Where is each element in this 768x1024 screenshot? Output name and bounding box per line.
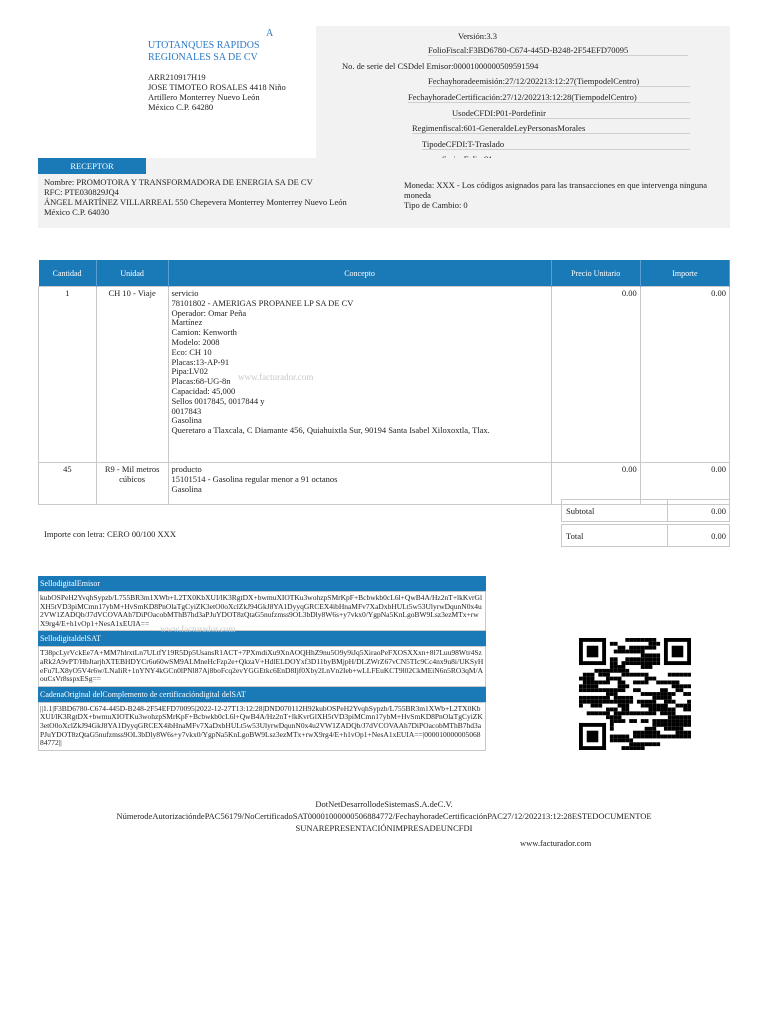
concepto-line: Capacidad: 45,000	[171, 385, 236, 396]
cell-concepto	[168, 463, 551, 505]
currency: Moneda: XXX - Los códigos asignados para las transacciones en que intervenga ninguna moneda	[404, 180, 708, 200]
concepto-line: Gasolina	[171, 415, 202, 426]
seal-emisor-title: SellodigitalEmisor	[38, 576, 486, 591]
cell-cantidad: 45	[39, 463, 97, 505]
concepto-line: servicio	[171, 288, 199, 298]
col-header-importe: Importe	[640, 260, 729, 287]
concepto-line: Operador: Omar Peña	[171, 307, 247, 318]
table-row	[39, 287, 730, 463]
total-row	[562, 525, 730, 547]
total-label: Total	[562, 525, 668, 547]
cadena-original-text: ||1.1|F3BD6780-C674-445D-B248-2F54EFD70095|2022-12-27T13:12:28|DND070112H92kubOSPeH2YvqhSypzb/L755BR3m1XWb+L2TX0KbXUI/lK3RgtDX+bwmuXIOTKu3wohzpSMrKpF+Bcbwkb0cL6l+QwB4A/Hz2nT+lkKvrGlXH5tVD3piMCmn17ybM+HvSmKD8PnOlaTgCyiZK3etO0oXclZkJ94GkJ8YA1DyyqGRCEX4ibHnaMFv7XaDxbHULt5w53UlyrwDqunN0x4u2VW1ZADQb/J7dVCOVAAh7DiPOacobMThB7hd3aPJuYDOT8zQtaG5nufzmss9OL3bDly8W6s+y7vkx0/YgpNa5KnLgoBW9Lsz3ezMTx+rwX9rg4/E+h1vOp1+NesA1xEUIA==|00001000000506884772||	[38, 702, 486, 751]
receptor-tab: RECEPTOR	[38, 158, 146, 174]
cell-precio: 0.00	[551, 287, 640, 463]
total-value: 0.00	[667, 525, 729, 547]
seal-sat-text: T38pcLyrVckEe7A+MM7hlrxtLn7ULtfY19R5Dp5UsansR1ACT+7PXmdiXu9XnAOQHhZ9nu5O9y9iJq5XiraoPeFXOSXXxn+8l7Luu98Wtr4SzaRk2A9vPT/HbJtarjhXTEBHDYCr6u60wSM9ALMneHcFzp2e+QkzaV+HdlELDOYxf3D11byBMjpH/DLZWrZ67vCN5TIc9Cc4nx9u8i/UKSyHeFu7LX8yO5V4r6w/LNaIiR+1nYNY4kGCn0lPNl87Aj8boFcq2evYGGEtkc6EnD8Ijf0Xby2LnVn2Ieb+wLLFEuKCT9l02CkMEiN6n5RO3qM/AouCsVr8sspxESg==	[38, 646, 486, 686]
cfdi-type: TipodeCFDI:T-Traslado	[422, 139, 690, 150]
cfdi-use: UsodeCFDI:P01-Pordefinir	[452, 108, 690, 119]
concepto-line: Martínez	[171, 317, 203, 328]
receptor-name: Nombre: PROMOTORA Y TRANSFORMADORA DE ENERGIA SA DE CV	[44, 177, 313, 187]
issuer-name-initial: A	[266, 28, 274, 39]
concepto-line: Pipa:LV02	[171, 366, 209, 377]
watermark: www.facturador.com	[160, 624, 236, 634]
issuer-name-line1: UTOTANQUES RAPIDOS	[148, 40, 260, 51]
amount-in-words: Importe con letra: CERO 00/100 XXX	[44, 529, 176, 539]
issuer-address-2: Artillero Monterrey Nuevo León	[148, 92, 260, 102]
cell-precio: 0.00	[551, 463, 640, 505]
currency-info	[404, 180, 724, 210]
col-header-cantidad: Cantidad	[39, 260, 97, 287]
concepto-line: 15101514 - Gasolina regular menor a 91 octanos	[171, 473, 338, 484]
concepto-line: 78101802 - AMERIGAS PROPANEE LP SA DE CV	[171, 297, 354, 308]
seal-emisor-text: kubOSPeH2YvqhSypzb/L755BR3m1XWb+L2TX0KbXUI/lK3RgtDX+bwmuXIOTKu3wohzpSMrKpF+Bcbwkb0cL6l+QwB4A/Hz2nT+lkKvrGlXH5tVD3piMCmn17ybM+HvSmKD8PnOlaTgCyiZK3etO0oXclZkJ94GkJ8YA1DyyqGRCEX4ibHnaMFv7XaDxbHULt5w53UlyrwDqunN0x4u2VW1ZADQb/J7dVCOVAAh7DiPOacobMThB7hd3aPJuYDOT8zQtaG5nufzmss9OL3bDly8W6s+y7vkx0/YgpNa5KnLgoBW9Lsz3ezMTx+rwX9rg4/E+h1vOp1+NesA1xEUIA==	[38, 591, 486, 631]
table-header-row	[39, 260, 730, 287]
col-header-unidad: Unidad	[96, 260, 168, 287]
items-table	[38, 260, 730, 505]
receptor-rfc: RFC: PTE030829JQ4	[44, 187, 119, 197]
footer-line-2: NúmerodeAutorizacióndePAC56179/NoCertificadoSAT00001000000506884772/FechayhoradeCertificaciónPAC27/12/202213:12:28ESTEDOCUMENTOE	[116, 811, 652, 821]
col-header-precio: Precio Unitario	[551, 260, 640, 287]
footer-line-3: SUNAREPRESENTACIÓNIMPRESADEUNCFDI	[295, 823, 473, 833]
issuer-address-1: JOSE TIMOTEO ROSALES 4418 Niño	[148, 82, 286, 92]
cfdi-version: Versión:3.3	[458, 31, 497, 41]
concepto-line: Sellos 0017845, 0017844 y	[171, 395, 265, 406]
concepto-line: Queretaro a Tlaxcala, C Diamante 456, Quiahuixtla Sur, 90194 Santa Isabel Xiloxoxtla, Tlax.	[171, 425, 490, 436]
issuer-info	[148, 72, 286, 112]
certification-date: FechayhoradeCertificación:27/12/202213:12:28(TiempodelCentro)	[408, 92, 690, 103]
concepto-line: Eco: CH 10	[171, 346, 212, 357]
cell-unidad: R9 - Mil metros cúbicos	[96, 463, 168, 505]
cell-importe: 0.00	[640, 287, 729, 463]
watermark: www.facturador.com	[238, 372, 314, 382]
issue-date: Fechayhoradeemisión:27/12/202213:12:27(TiempodelCentro)	[428, 76, 690, 87]
cadena-original-title: CadenaOriginal delComplemento de certificacióndigital delSAT	[38, 687, 486, 702]
qr-code-icon	[579, 638, 691, 750]
receptor-info	[44, 177, 364, 217]
seal-sat-title: SellodigitaldelSAT	[38, 631, 486, 646]
issuer-name-line2: REGIONALES SA DE CV	[148, 52, 258, 63]
folio-fiscal: FolioFiscal:F3BD6780-C674-445D-B248-2F54EFD70095	[428, 45, 688, 56]
tax-regime: Regimenfiscal:601-GeneraldeLeyPersonasMorales	[412, 123, 690, 134]
csd-serial: No. de serie del CSDdel Emisor:00001000000509591594	[342, 61, 539, 71]
concepto-line: Placas:68-UG-8n	[171, 376, 231, 387]
receptor-address: ÁNGEL MARTÍNEZ VILLARREAL 550 Chepevera Monterrey Monterrey Nuevo León México C.P. 64030	[44, 197, 347, 217]
concepto-line: Modelo: 2008	[171, 336, 220, 347]
concepto-line: 0017843	[171, 405, 202, 416]
cell-importe: 0.00	[640, 463, 729, 505]
footer-line-1: DotNetDesarrollodeSistemasS.A.deC.V.	[315, 799, 453, 809]
totals-table	[561, 499, 730, 547]
footer-website: www.facturador.com	[520, 838, 592, 848]
issuer-address-3: México C.P. 64280	[148, 102, 214, 112]
subtotal-value: 0.00	[667, 500, 729, 522]
cell-unidad: CH 10 - Viaje	[96, 287, 168, 463]
cell-concepto	[168, 287, 551, 463]
subtotal-row	[562, 500, 730, 522]
issuer-rfc: ARR210917H19	[148, 72, 206, 82]
concepto-line: Gasolina	[171, 483, 202, 494]
subtotal-label: Subtotal	[562, 500, 668, 522]
cell-cantidad: 1	[39, 287, 97, 463]
concepto-line: Camion: Kenworth	[171, 327, 237, 338]
exchange-rate: Tipo de Cambio: 0	[404, 200, 468, 210]
col-header-concepto: Concepto	[168, 260, 551, 287]
concepto-line: producto	[171, 464, 202, 474]
seals-section	[38, 576, 486, 751]
concepto-line: Placas:13-AP-91	[171, 356, 230, 367]
